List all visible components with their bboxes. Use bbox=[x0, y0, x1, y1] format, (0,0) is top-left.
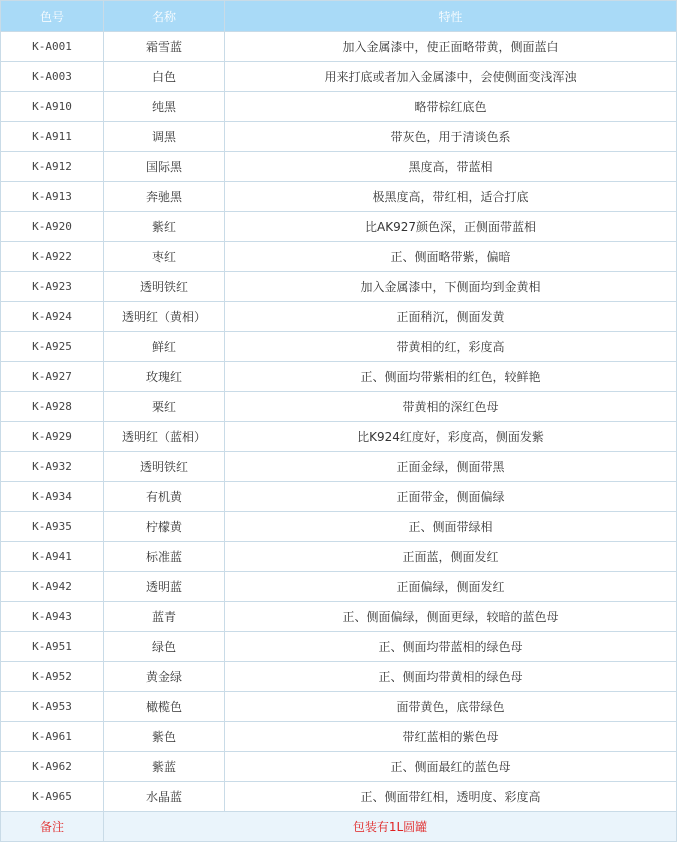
cell-characteristics: 正、侧面带绿相 bbox=[225, 512, 677, 542]
header-characteristics: 特性 bbox=[225, 1, 677, 32]
footer-label: 备注 bbox=[1, 812, 104, 842]
cell-characteristics: 带灰色，用于清谈色系 bbox=[225, 122, 677, 152]
cell-characteristics: 面带黄色，底带绿色 bbox=[225, 692, 677, 722]
cell-color-code: K-A961 bbox=[1, 722, 104, 752]
cell-characteristics: 带红蓝相的紫色母 bbox=[225, 722, 677, 752]
cell-color-code: K-A951 bbox=[1, 632, 104, 662]
cell-color-code: K-A003 bbox=[1, 62, 104, 92]
table-row bbox=[1, 332, 677, 362]
cell-name: 透明红（黄相） bbox=[104, 302, 225, 332]
table-row bbox=[1, 632, 677, 662]
cell-name: 透明蓝 bbox=[104, 572, 225, 602]
cell-color-code: K-A929 bbox=[1, 422, 104, 452]
cell-characteristics: 正、侧面均带黄相的绿色母 bbox=[225, 662, 677, 692]
cell-characteristics: 正面稍沉，侧面发黄 bbox=[225, 302, 677, 332]
cell-characteristics: 正、侧面均带蓝相的绿色母 bbox=[225, 632, 677, 662]
cell-characteristics: 用来打底或者加入金属漆中，会使侧面变浅浑浊 bbox=[225, 62, 677, 92]
cell-characteristics: 带黄相的红，彩度高 bbox=[225, 332, 677, 362]
cell-name: 黄金绿 bbox=[104, 662, 225, 692]
cell-name: 纯黑 bbox=[104, 92, 225, 122]
cell-name: 国际黑 bbox=[104, 152, 225, 182]
cell-name: 柠檬黄 bbox=[104, 512, 225, 542]
header-row bbox=[1, 1, 677, 32]
cell-color-code: K-A953 bbox=[1, 692, 104, 722]
table-row bbox=[1, 542, 677, 572]
cell-name: 枣红 bbox=[104, 242, 225, 272]
cell-characteristics: 正、侧面偏绿，侧面更绿，较暗的蓝色母 bbox=[225, 602, 677, 632]
cell-characteristics: 黑度高，带蓝相 bbox=[225, 152, 677, 182]
cell-color-code: K-A962 bbox=[1, 752, 104, 782]
cell-color-code: K-A923 bbox=[1, 272, 104, 302]
table-row bbox=[1, 212, 677, 242]
cell-color-code: K-A941 bbox=[1, 542, 104, 572]
cell-color-code: K-A913 bbox=[1, 182, 104, 212]
table-row bbox=[1, 62, 677, 92]
cell-name: 奔驰黑 bbox=[104, 182, 225, 212]
table-row bbox=[1, 242, 677, 272]
cell-name: 有机黄 bbox=[104, 482, 225, 512]
table-row bbox=[1, 392, 677, 422]
cell-characteristics: 正面蓝，侧面发红 bbox=[225, 542, 677, 572]
table-row bbox=[1, 572, 677, 602]
table-footer bbox=[1, 812, 677, 842]
cell-name: 水晶蓝 bbox=[104, 782, 225, 812]
cell-name: 橄榄色 bbox=[104, 692, 225, 722]
cell-characteristics: 比AK927颜色深，正侧面带蓝相 bbox=[225, 212, 677, 242]
table-row bbox=[1, 422, 677, 452]
table-row bbox=[1, 692, 677, 722]
cell-name: 绿色 bbox=[104, 632, 225, 662]
cell-color-code: K-A925 bbox=[1, 332, 104, 362]
table-row bbox=[1, 152, 677, 182]
table-header bbox=[1, 1, 677, 32]
table-row bbox=[1, 122, 677, 152]
cell-color-code: K-A924 bbox=[1, 302, 104, 332]
cell-name: 鲜红 bbox=[104, 332, 225, 362]
cell-color-code: K-A942 bbox=[1, 572, 104, 602]
cell-name: 紫色 bbox=[104, 722, 225, 752]
cell-name: 玫瑰红 bbox=[104, 362, 225, 392]
cell-name: 紫红 bbox=[104, 212, 225, 242]
cell-characteristics: 正面金绿，侧面带黑 bbox=[225, 452, 677, 482]
cell-color-code: K-A912 bbox=[1, 152, 104, 182]
cell-name: 调黑 bbox=[104, 122, 225, 152]
table-row bbox=[1, 182, 677, 212]
table-row bbox=[1, 482, 677, 512]
cell-color-code: K-A928 bbox=[1, 392, 104, 422]
cell-characteristics: 正、侧面均带紫相的红色，较鲜艳 bbox=[225, 362, 677, 392]
table-row bbox=[1, 302, 677, 332]
table-row bbox=[1, 452, 677, 482]
cell-characteristics: 带黄相的深红色母 bbox=[225, 392, 677, 422]
cell-characteristics: 正、侧面略带紫，偏暗 bbox=[225, 242, 677, 272]
cell-characteristics: 正面带金，侧面偏绿 bbox=[225, 482, 677, 512]
cell-name: 霜雪蓝 bbox=[104, 32, 225, 62]
header-color-code: 色号 bbox=[1, 1, 104, 32]
cell-color-code: K-A001 bbox=[1, 32, 104, 62]
cell-color-code: K-A910 bbox=[1, 92, 104, 122]
footer-row bbox=[1, 812, 677, 842]
cell-characteristics: 极黑度高，带红相，适合打底 bbox=[225, 182, 677, 212]
table-row bbox=[1, 752, 677, 782]
cell-color-code: K-A943 bbox=[1, 602, 104, 632]
table-body bbox=[1, 32, 677, 812]
table-row bbox=[1, 662, 677, 692]
cell-color-code: K-A927 bbox=[1, 362, 104, 392]
cell-color-code: K-A920 bbox=[1, 212, 104, 242]
cell-characteristics: 加入金属漆中，下侧面均到金黄相 bbox=[225, 272, 677, 302]
cell-characteristics: 正、侧面最红的蓝色母 bbox=[225, 752, 677, 782]
table-row bbox=[1, 512, 677, 542]
cell-name: 紫蓝 bbox=[104, 752, 225, 782]
table-row bbox=[1, 32, 677, 62]
cell-name: 透明红（蓝相） bbox=[104, 422, 225, 452]
cell-name: 白色 bbox=[104, 62, 225, 92]
header-name: 名称 bbox=[104, 1, 225, 32]
table-row bbox=[1, 92, 677, 122]
cell-characteristics: 比K924红度好，彩度高，侧面发紫 bbox=[225, 422, 677, 452]
cell-color-code: K-A952 bbox=[1, 662, 104, 692]
cell-color-code: K-A935 bbox=[1, 512, 104, 542]
cell-color-code: K-A911 bbox=[1, 122, 104, 152]
cell-name: 栗红 bbox=[104, 392, 225, 422]
table-row bbox=[1, 602, 677, 632]
cell-color-code: K-A934 bbox=[1, 482, 104, 512]
cell-characteristics: 正、侧面带红相，透明度、彩度高 bbox=[225, 782, 677, 812]
cell-color-code: K-A965 bbox=[1, 782, 104, 812]
cell-characteristics: 正面偏绿，侧面发红 bbox=[225, 572, 677, 602]
cell-color-code: K-A932 bbox=[1, 452, 104, 482]
cell-name: 透明铁红 bbox=[104, 272, 225, 302]
table-row bbox=[1, 782, 677, 812]
cell-name: 标准蓝 bbox=[104, 542, 225, 572]
table-row bbox=[1, 272, 677, 302]
cell-characteristics: 略带棕红底色 bbox=[225, 92, 677, 122]
cell-color-code: K-A922 bbox=[1, 242, 104, 272]
cell-name: 透明铁红 bbox=[104, 452, 225, 482]
footer-note: 包装有1L圆罐 bbox=[104, 812, 677, 842]
cell-characteristics: 加入金属漆中，使正面略带黄，侧面蓝白 bbox=[225, 32, 677, 62]
cell-name: 蓝青 bbox=[104, 602, 225, 632]
table-row bbox=[1, 722, 677, 752]
table-row bbox=[1, 362, 677, 392]
